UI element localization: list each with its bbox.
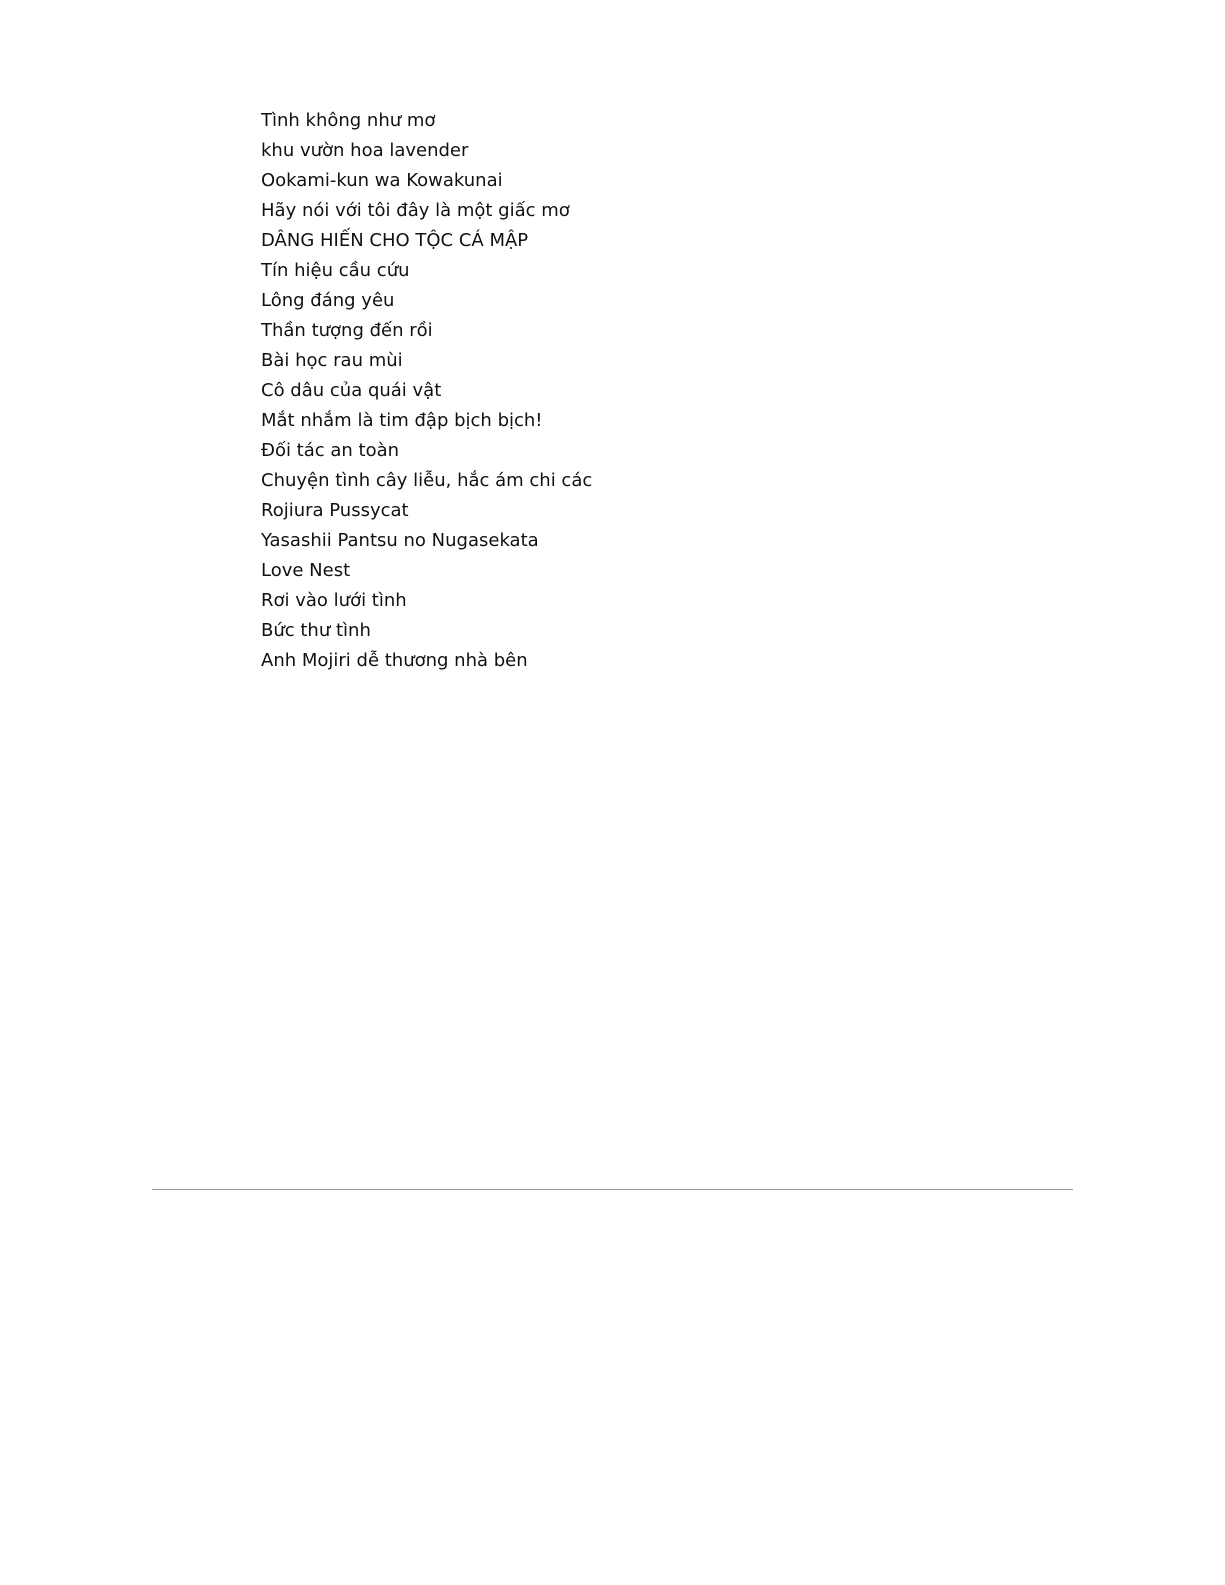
title-item: Love Nest [261, 560, 351, 581]
title-item: Bức thư tình [261, 620, 371, 641]
title-item: DÂNG HIẾN CHO TỘC CÁ MẬP [261, 230, 529, 251]
title-item: Mắt nhắm là tim đập bịch bịch! [261, 410, 543, 431]
title-item: Ookami-kun wa Kowakunai [261, 170, 503, 191]
title-item: Rơi vào lưới tình [261, 590, 407, 611]
title-item: Cô dâu của quái vật [261, 380, 442, 401]
title-item: Tín hiệu cầu cứu [261, 260, 410, 281]
title-item: Chuyện tình cây liễu, hắc ám chi các [261, 470, 593, 491]
title-item: Rojiura Pussycat [261, 500, 409, 521]
title-item: Anh Mojiri dễ thương nhà bên [261, 650, 528, 671]
title-item: Thần tượng đến rồi [261, 320, 433, 341]
title-item: Tình không như mơ [261, 110, 436, 131]
title-item: Yasashii Pantsu no Nugasekata [261, 530, 539, 551]
title-list [261, 106, 592, 676]
title-item: Đối tác an toàn [261, 440, 400, 461]
footer-divider [152, 1189, 1073, 1190]
title-item: Hãy nói với tôi đây là một giấc mơ [261, 200, 570, 221]
title-item: khu vườn hoa lavender [261, 140, 469, 161]
title-item: Lông đáng yêu [261, 290, 395, 311]
title-item: Bài học rau mùi [261, 350, 403, 371]
